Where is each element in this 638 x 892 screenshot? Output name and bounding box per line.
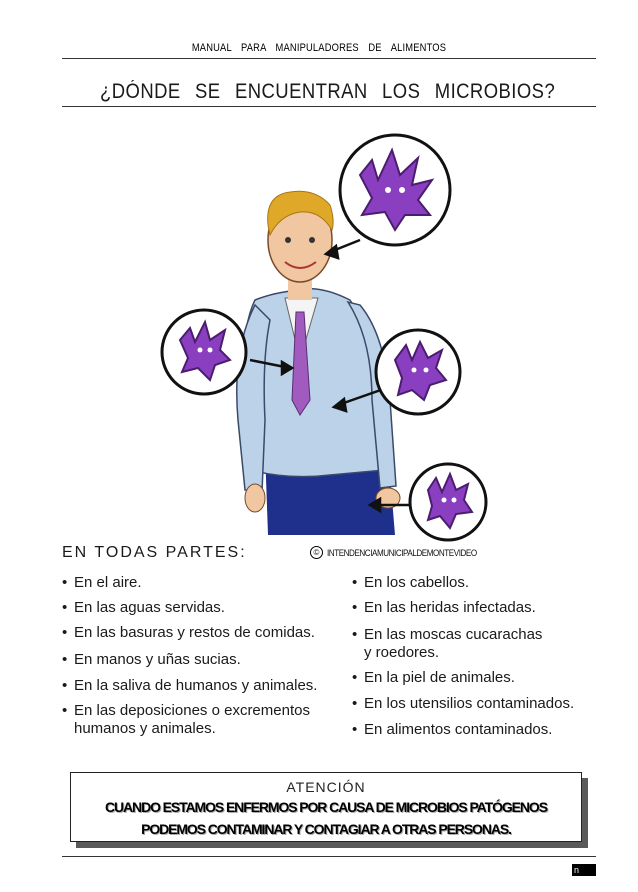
copyright-icon: © <box>310 546 323 559</box>
list-item: • En los utensilios contaminados. <box>352 695 574 713</box>
list-item: • En los cabellos. <box>352 574 574 592</box>
list-item: • En la piel de animales. <box>352 669 574 687</box>
footer-divider <box>62 856 596 857</box>
list-item: • En el aire. <box>62 574 317 592</box>
copyright-notice <box>310 546 493 559</box>
microbe-circle-hands <box>162 310 246 394</box>
list-item: • En las basuras y restos de comidas. <box>62 624 317 642</box>
microbe-circle-hand-right <box>410 464 486 540</box>
callout-line-2: PODEMOS CONTAMINAR Y CONTAGIAR A OTRAS PERSONAS. <box>141 821 511 837</box>
page-title: ¿DÓNDE SE ENCUENTRAN LOS MICROBIOS? <box>100 80 556 103</box>
list-item: • En las moscas cucarachas y roedores. <box>352 626 574 662</box>
microbe-circle-jacket <box>376 330 460 414</box>
list-item: • En las heridas infectadas. <box>352 599 574 617</box>
list-item: • En las aguas servidas. <box>62 599 317 617</box>
list-item: • En manos y uñas sucias. <box>62 651 317 669</box>
list-item: • En las deposiciones o excrementos humanos y animales. <box>62 702 317 738</box>
callout-title: ATENCIÓN <box>286 779 366 795</box>
list-item: • En la saliva de humanos y animales. <box>62 677 317 695</box>
right-list <box>352 574 574 739</box>
microbe-circle-hair <box>340 135 450 245</box>
attention-callout <box>70 772 582 842</box>
page-header: MANUAL PARA MANIPULADORES DE ALIMENTOS <box>191 42 447 54</box>
copyright-text: INTENDENCIAMUNICIPALDEMONTEVIDEO <box>327 547 477 558</box>
callout-line-1: CUANDO ESTAMOS ENFERMOS POR CAUSA DE MICROBIOS PATÓGENOS <box>105 799 547 815</box>
list-subtitle: EN TODAS PARTES: <box>62 544 247 561</box>
list-item: • En alimentos contaminados. <box>352 721 574 739</box>
left-list <box>62 574 317 738</box>
page-number: n <box>572 864 596 876</box>
